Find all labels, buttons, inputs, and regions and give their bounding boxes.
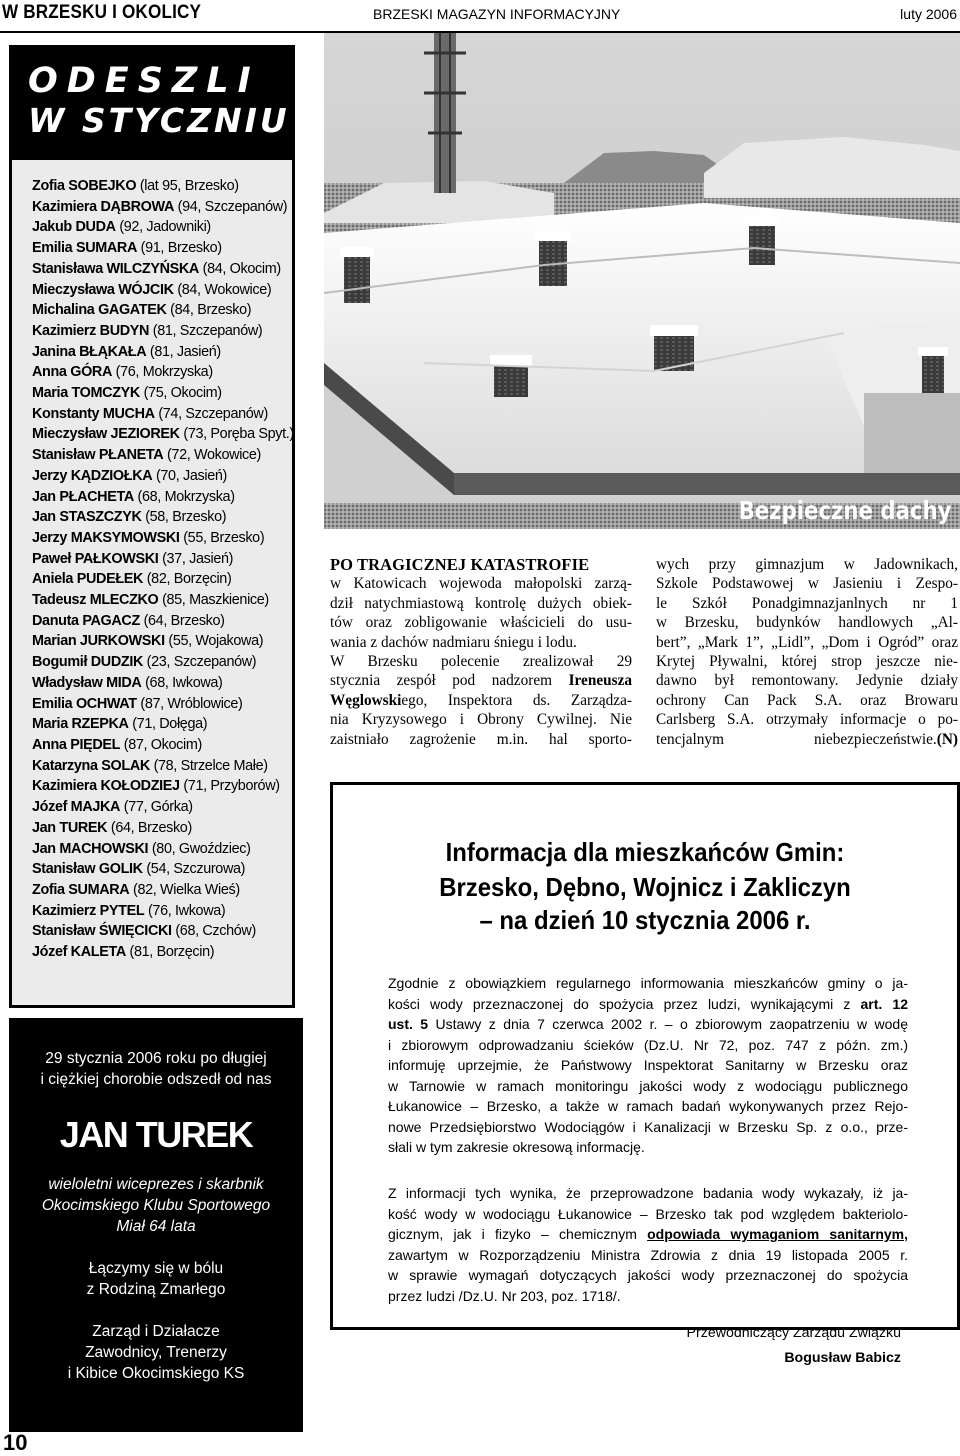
obituary-entry-details: (23, Szczepanów): [146, 654, 257, 671]
obituary-entry-details: (54, Szczurowa): [146, 861, 246, 878]
article-text: tencjalnym niebezpieczeństwie.: [656, 730, 937, 748]
section-title: W BRZESKU I OKOLICY: [2, 2, 202, 23]
article-line: dawno był remontowany. Jedynie działy: [656, 672, 958, 690]
article-line: zaistniało zagrożenie m.in. hal sporto-: [330, 730, 632, 748]
obituary-entry-name: Zofia SOBEJKO: [32, 178, 137, 194]
article-line: Szkole Podstawowej w Jasieniu i Zespo-: [656, 575, 958, 593]
obituary-entry-name: Tadeusz MLECZKO: [32, 592, 159, 609]
inspector-first-name: Ireneusza: [568, 672, 633, 690]
obituary-entry: [32, 652, 292, 673]
obituary-entry-details: (55, Wojakowa): [168, 633, 264, 650]
obituary-entry-name: Józef MAJKA: [32, 799, 121, 816]
condolence-signed2: Zawodnicy, Trenerzy: [85, 1344, 227, 1361]
obituary-entry-details: (71, Dołęga): [132, 716, 208, 733]
condolence-role2: Okocimskiego Klubu Sportowego: [41, 1197, 271, 1214]
obituary-entry: [32, 217, 292, 238]
obituary-entry-name: Jerzy MAKSYMOWSKI: [32, 529, 180, 546]
info-line: słali w tym zakresie okresową informację.: [388, 1139, 645, 1155]
obituary-entry: [32, 921, 292, 942]
obituary-entry-details: (87, Wróblowice): [140, 695, 243, 712]
info-title-line2: Brzesko, Dębno, Wojnicz i Zakliczyn: [439, 872, 851, 902]
info-text: Ustawy z dnia 7 czerwca 2002 r. – o zbiorowym zaopatrzeniu w wodę: [435, 1016, 908, 1032]
info-compliance-statement: odpowiada wymaganiom sanitarnym,: [647, 1226, 908, 1242]
obituary-entry: [32, 404, 292, 425]
obituary-entry-name: Stanisława WILCZYŃSKA: [32, 260, 199, 277]
obituary-entry: [32, 818, 292, 839]
obituary-entry-details: (82, Wielka Wieś): [133, 881, 240, 898]
obituary-entry: [32, 466, 292, 487]
obituary-entry-details: (75, Okocim): [143, 385, 222, 402]
obituary-entry: [32, 300, 292, 321]
obituary-entry-name: Władysław MIDA: [32, 674, 142, 691]
article-line: dził natychmiastową kontrolę dużych obiek-: [330, 594, 632, 612]
obituary-entry-name: Anna GÓRA: [32, 364, 112, 381]
obituary-entry-details: (74, Szczepanów): [158, 405, 268, 422]
obituary-entry-details: (58, Brzesko): [145, 509, 227, 526]
info-line: w Tarnowie w ramach monitoringu jakości wody z wodociągu publicznego: [388, 1077, 908, 1094]
obituary-entry: [32, 901, 292, 922]
article-line: w Katowicach wojewoda małopolski zarzą-: [330, 575, 632, 593]
obituary-entry: [32, 631, 292, 652]
page-number: 10: [3, 1430, 28, 1455]
obituary-entry-name: Zofia SUMARA: [32, 881, 130, 898]
obituary-entry-name: Jan TUREK: [32, 819, 108, 836]
article-line: ochrony Can Pack S.A. oraz Browaru: [656, 691, 958, 709]
obituary-entry-details: (84, Wokowice): [177, 281, 272, 298]
issue-date: luty 2006: [900, 6, 957, 22]
obituary-entry: [32, 445, 292, 466]
obituary-entry-details: (81, Jasień): [149, 343, 221, 360]
obituary-entry-details: (81, Borzęcin): [129, 944, 215, 961]
obituary-entry-details: (84, Okocim): [202, 260, 281, 277]
obituary-entry-details: (64, Brzesko): [143, 612, 225, 629]
obituary-entry-details: (68, Iwkowa): [145, 674, 223, 691]
obituary-entry: [32, 259, 292, 280]
obituary-entry-name: Emilia SUMARA: [32, 240, 137, 257]
obituary-entry-name: Bogumił DUDZIK: [32, 654, 144, 671]
obituary-entry-details: (82, Borzęcin): [146, 571, 232, 588]
info-line: i zbiorowym odprowadzaniu ścieków (Dz.U. Nr 72, poz. 747 z późn. zm.): [388, 1036, 908, 1053]
obituary-entry-details: (68, Mokrzyska): [137, 488, 235, 505]
obituary-entry-details: (76, Mokrzyska): [115, 364, 213, 381]
obituary-entry: [32, 673, 292, 694]
obituary-title-block: [9, 45, 295, 160]
condolence-sympathy2: z Rodziną Zmarłego: [86, 1281, 226, 1298]
obituary-entry-details: (55, Brzesko): [183, 529, 265, 546]
obituary-entry-name: Katarzyna SOLAK: [32, 757, 150, 774]
obituary-entry-name: Maria RZEPKA: [32, 716, 129, 733]
obituary-entry-name: Emilia OCHWAT: [32, 695, 137, 712]
obituary-entry-name: Anna PIĘDEL: [32, 736, 121, 753]
obituary-entry: [32, 569, 292, 590]
article-column-2: [656, 555, 958, 749]
snowy-roofs-photo: [324, 33, 960, 529]
condolence-sympathy1: Łączymy się w bólu: [88, 1260, 224, 1277]
info-text: gicznym, jak i fizyko – chemicznym: [388, 1226, 637, 1242]
obituary-entry: [32, 694, 292, 715]
info-law-article: art. 12: [860, 995, 908, 1012]
obituary-entry: [32, 942, 292, 963]
info-paragraph-1: [388, 973, 908, 1158]
obituary-entry-details: (64, Brzesko): [110, 819, 192, 836]
obituary-list: [9, 160, 295, 1008]
obituary-entry-name: Jan STASZCZYK: [32, 509, 142, 526]
info-title-line3: – na dzień 10 stycznia 2006 r.: [479, 905, 811, 935]
obituary-entry-details: (81, Szczepanów): [152, 322, 263, 339]
obituary-entry-details: (71, Przyborów): [183, 778, 280, 795]
obituary-entry-details: (68, Czchów): [175, 923, 256, 940]
obituary-entry-name: Jakub DUDA: [32, 219, 116, 236]
obituary-entry: [32, 735, 292, 756]
obituary-entry-name: Stanisław GOLIK: [32, 861, 143, 878]
info-law-section: ust. 5: [388, 1016, 429, 1032]
obituary-entry-details: (37, Jasień): [162, 550, 234, 567]
condolence-line1: 29 stycznia 2006 roku po długiej: [45, 1050, 267, 1067]
obituary-entry: [32, 549, 292, 570]
obituary-entry-name: Danuta PAGACZ: [32, 612, 140, 629]
obituary-entry: [32, 280, 292, 301]
obituary-entry-name: Aniela PUDEŁEK: [32, 571, 144, 588]
obituary-entry-name: Maria TOMCZYK: [32, 385, 140, 402]
info-line: [388, 1014, 908, 1035]
obituary-title-line2: W STYCZNIU: [28, 101, 290, 140]
article-text: ego, Inspektora ds. Zarządza-: [401, 691, 632, 709]
article-line: W Brzesku polecenie zrealizował 29: [330, 653, 632, 671]
article-line: Krytej Pływalni, której strop jeszcze nie-: [656, 653, 958, 671]
info-line: [388, 1224, 908, 1245]
condolence-name: JAN TUREK: [59, 1114, 253, 1155]
obituary-entry: [32, 714, 292, 735]
obituary-entry-name: Stanisław ŚWIĘCICKI: [32, 923, 172, 940]
signature-name: Bogusław Babicz: [784, 1350, 901, 1366]
obituary-entry: [32, 362, 292, 383]
obituary-entry: [32, 797, 292, 818]
obituary-entry: [32, 383, 292, 404]
article-line: [330, 691, 632, 710]
obituary-entry: [32, 342, 292, 363]
info-line: Z informacji tych wynika, że przeprowadzone badania wody wykazały, iż ja-: [388, 1185, 908, 1201]
obituary-entry: [32, 507, 292, 528]
info-line: zawartym w Rozporządzeniu Ministra Zdrowia z dnia 19 listopada 2005 r.: [388, 1246, 908, 1263]
condolence-signed1: Zarząd i Działacze: [92, 1323, 220, 1340]
obituary-entry: [32, 487, 292, 508]
obituary-entry-name: Stanisław PŁANETA: [32, 447, 164, 464]
water-info-box: [330, 782, 960, 1366]
obituary-entry-name: Kazimiera DĄBROWA: [32, 198, 174, 215]
condolence-age: Miał 64 lata: [116, 1218, 196, 1235]
obituary-entry-name: Michalina GAGATEK: [32, 302, 167, 319]
condolence-box: [9, 1018, 303, 1432]
obituary-entry-name: Jan MACHOWSKI: [32, 840, 149, 857]
obituary-entry-name: Józef KALETA: [32, 944, 126, 961]
obituary-entry: [32, 880, 292, 901]
obituary-title-line1: ODESZLI: [28, 61, 260, 101]
article-line: wania z dachów nadmiaru śniegu i lodu.: [330, 633, 577, 651]
magazine-name: BRZESKI MAGAZYN INFORMACYJNY: [373, 6, 621, 22]
article-line: bert”, „Mark 1”, „Lidl”, „Dom i Ogród” oraz: [656, 633, 958, 651]
obituary-entry-details: (94, Szczepanów): [177, 198, 288, 215]
article-line: w Brzesku, budynków handlowych „Al-: [656, 614, 958, 632]
info-text: kości wody przeznaczonej do spożycia przez ludzi, wynikającymi z: [388, 995, 851, 1012]
obituary-entry-details: (78, Strzelce Małe): [153, 757, 268, 774]
obituary-entry: [32, 756, 292, 777]
obituary-entry: [32, 424, 292, 445]
obituary-entry-name: Marian JURKOWSKI: [32, 633, 165, 650]
photo-caption: Bezpieczne dachy: [738, 496, 951, 525]
article-line: [656, 730, 958, 749]
article-line: nia Kryzysowego i Obrony Cywilnej. Nie: [330, 711, 632, 729]
article-line: tów oraz zobligowanie właścicieli do usu-: [330, 614, 632, 632]
obituary-entry-details: (76, Iwkowa): [147, 902, 226, 919]
obituary-entry-details: (87, Okocim): [123, 736, 202, 753]
obituary-entry-name: Mieczysław JEZIOREK: [32, 426, 180, 443]
obituary-entry: [32, 528, 292, 549]
obituary-entry: [32, 611, 292, 632]
info-line: kość wody w wodociągu Łukanowice – Brzesko tak pod względem bakteriolo-: [388, 1205, 908, 1222]
obituary-entry-details: (80, Gwoździec): [151, 840, 251, 857]
obituary-entry-name: Kazimierz BUDYN: [32, 322, 150, 339]
info-line: Łukanowice – Brzesko, a także w ramach badań wykonywanych przez Rejo-: [388, 1098, 908, 1114]
obituary-entry: [32, 321, 292, 342]
info-line: [388, 994, 908, 1015]
condolence-line2: i ciężkiej chorobie odszedł od nas: [40, 1071, 272, 1088]
article-text: stycznia zespół pod nadzorem: [330, 672, 553, 690]
obituary-entry: [32, 839, 292, 860]
obituary-entry-details: (lat 95, Brzesko): [139, 178, 239, 194]
obituary-entry-details: (72, Wokowice): [166, 447, 261, 464]
obituary-entry: [32, 776, 292, 797]
obituary-entry-name: Jerzy KĄDZIOŁKA: [32, 467, 153, 484]
obituary-entry: [32, 176, 292, 197]
author-initial: (N): [936, 730, 958, 748]
obituary-entry-details: (73, Poręba Spyt.): [183, 426, 294, 443]
obituary-entry-name: Konstanty MUCHA: [32, 405, 155, 422]
condolence-role1: wieloletni wiceprezes i skarbnik: [48, 1176, 264, 1193]
obituary-entry-details: (92, Jadowniki): [119, 219, 211, 236]
article-line: Carlsberg S.A. otrzymały informacje o po-: [656, 711, 958, 729]
signature-title: Przewodniczący Zarządu Związku: [686, 1325, 901, 1341]
obituary-entry-details: (91, Brzesko): [140, 240, 222, 257]
info-line: informuję uprzejmie, że Państwowy Inspektorat Sanitarny w Brzesku oraz: [388, 1057, 908, 1073]
obituary-entry-name: Mieczysława WÓJCIK: [32, 281, 174, 298]
article-column-1: [330, 555, 632, 749]
obituary-entry-name: Janina BŁĄKAŁA: [32, 343, 147, 360]
info-title-line1: Informacja dla mieszkańców Gmin:: [445, 837, 845, 867]
info-line: nowe Przedsiębiorstwo Wodociągów i Kanalizacji w Brzesku Sp. z o.o., prze-: [388, 1118, 908, 1135]
obituary-entry-details: (84, Brzesko): [170, 302, 252, 319]
obituary-entry-name: Paweł PAŁKOWSKI: [32, 550, 159, 567]
obituary-entry-name: Kazimierz PYTEL: [32, 902, 145, 919]
obituary-entry-details: (85, Maszkienice): [162, 592, 269, 609]
info-line: w sprawie wymagań dotyczących jakości wody przeznaczonej do spożycia: [388, 1267, 908, 1283]
obituary-entry: [32, 590, 292, 611]
photo-illustration: [324, 33, 960, 529]
article-line: wych przy gimnazjum w Jadownikach,: [656, 556, 958, 573]
condolence-signed3: i Kibice Okocimskiego KS: [67, 1365, 245, 1382]
obituary-entry-details: (70, Jasień): [155, 467, 227, 484]
obituary-entry-details: (77, Górka): [123, 799, 193, 816]
inspector-surname: Węglowski: [330, 691, 402, 709]
obituary-entry: [32, 238, 292, 259]
info-line: Zgodnie z obowiązkiem regularnego informowania mieszkańców gminy o ja-: [388, 975, 908, 991]
obituary-entry: [32, 197, 292, 218]
obituary-entry: [32, 859, 292, 880]
article-kicker: PO TRAGICZNEJ KATASTROFIE: [330, 555, 590, 574]
article-line: [330, 671, 632, 690]
info-paragraph-2: [388, 1183, 908, 1306]
article-line: le Szkół Ponadgimnazjanlnych nr 1: [656, 594, 958, 612]
info-line: przez ludzi /Dz.U. Nr 203, poz. 1718/.: [388, 1287, 621, 1304]
obituary-entry-name: Jan PŁACHETA: [32, 488, 134, 505]
obituary-entry-name: Kazimiera KOŁODZIEJ: [32, 778, 180, 795]
